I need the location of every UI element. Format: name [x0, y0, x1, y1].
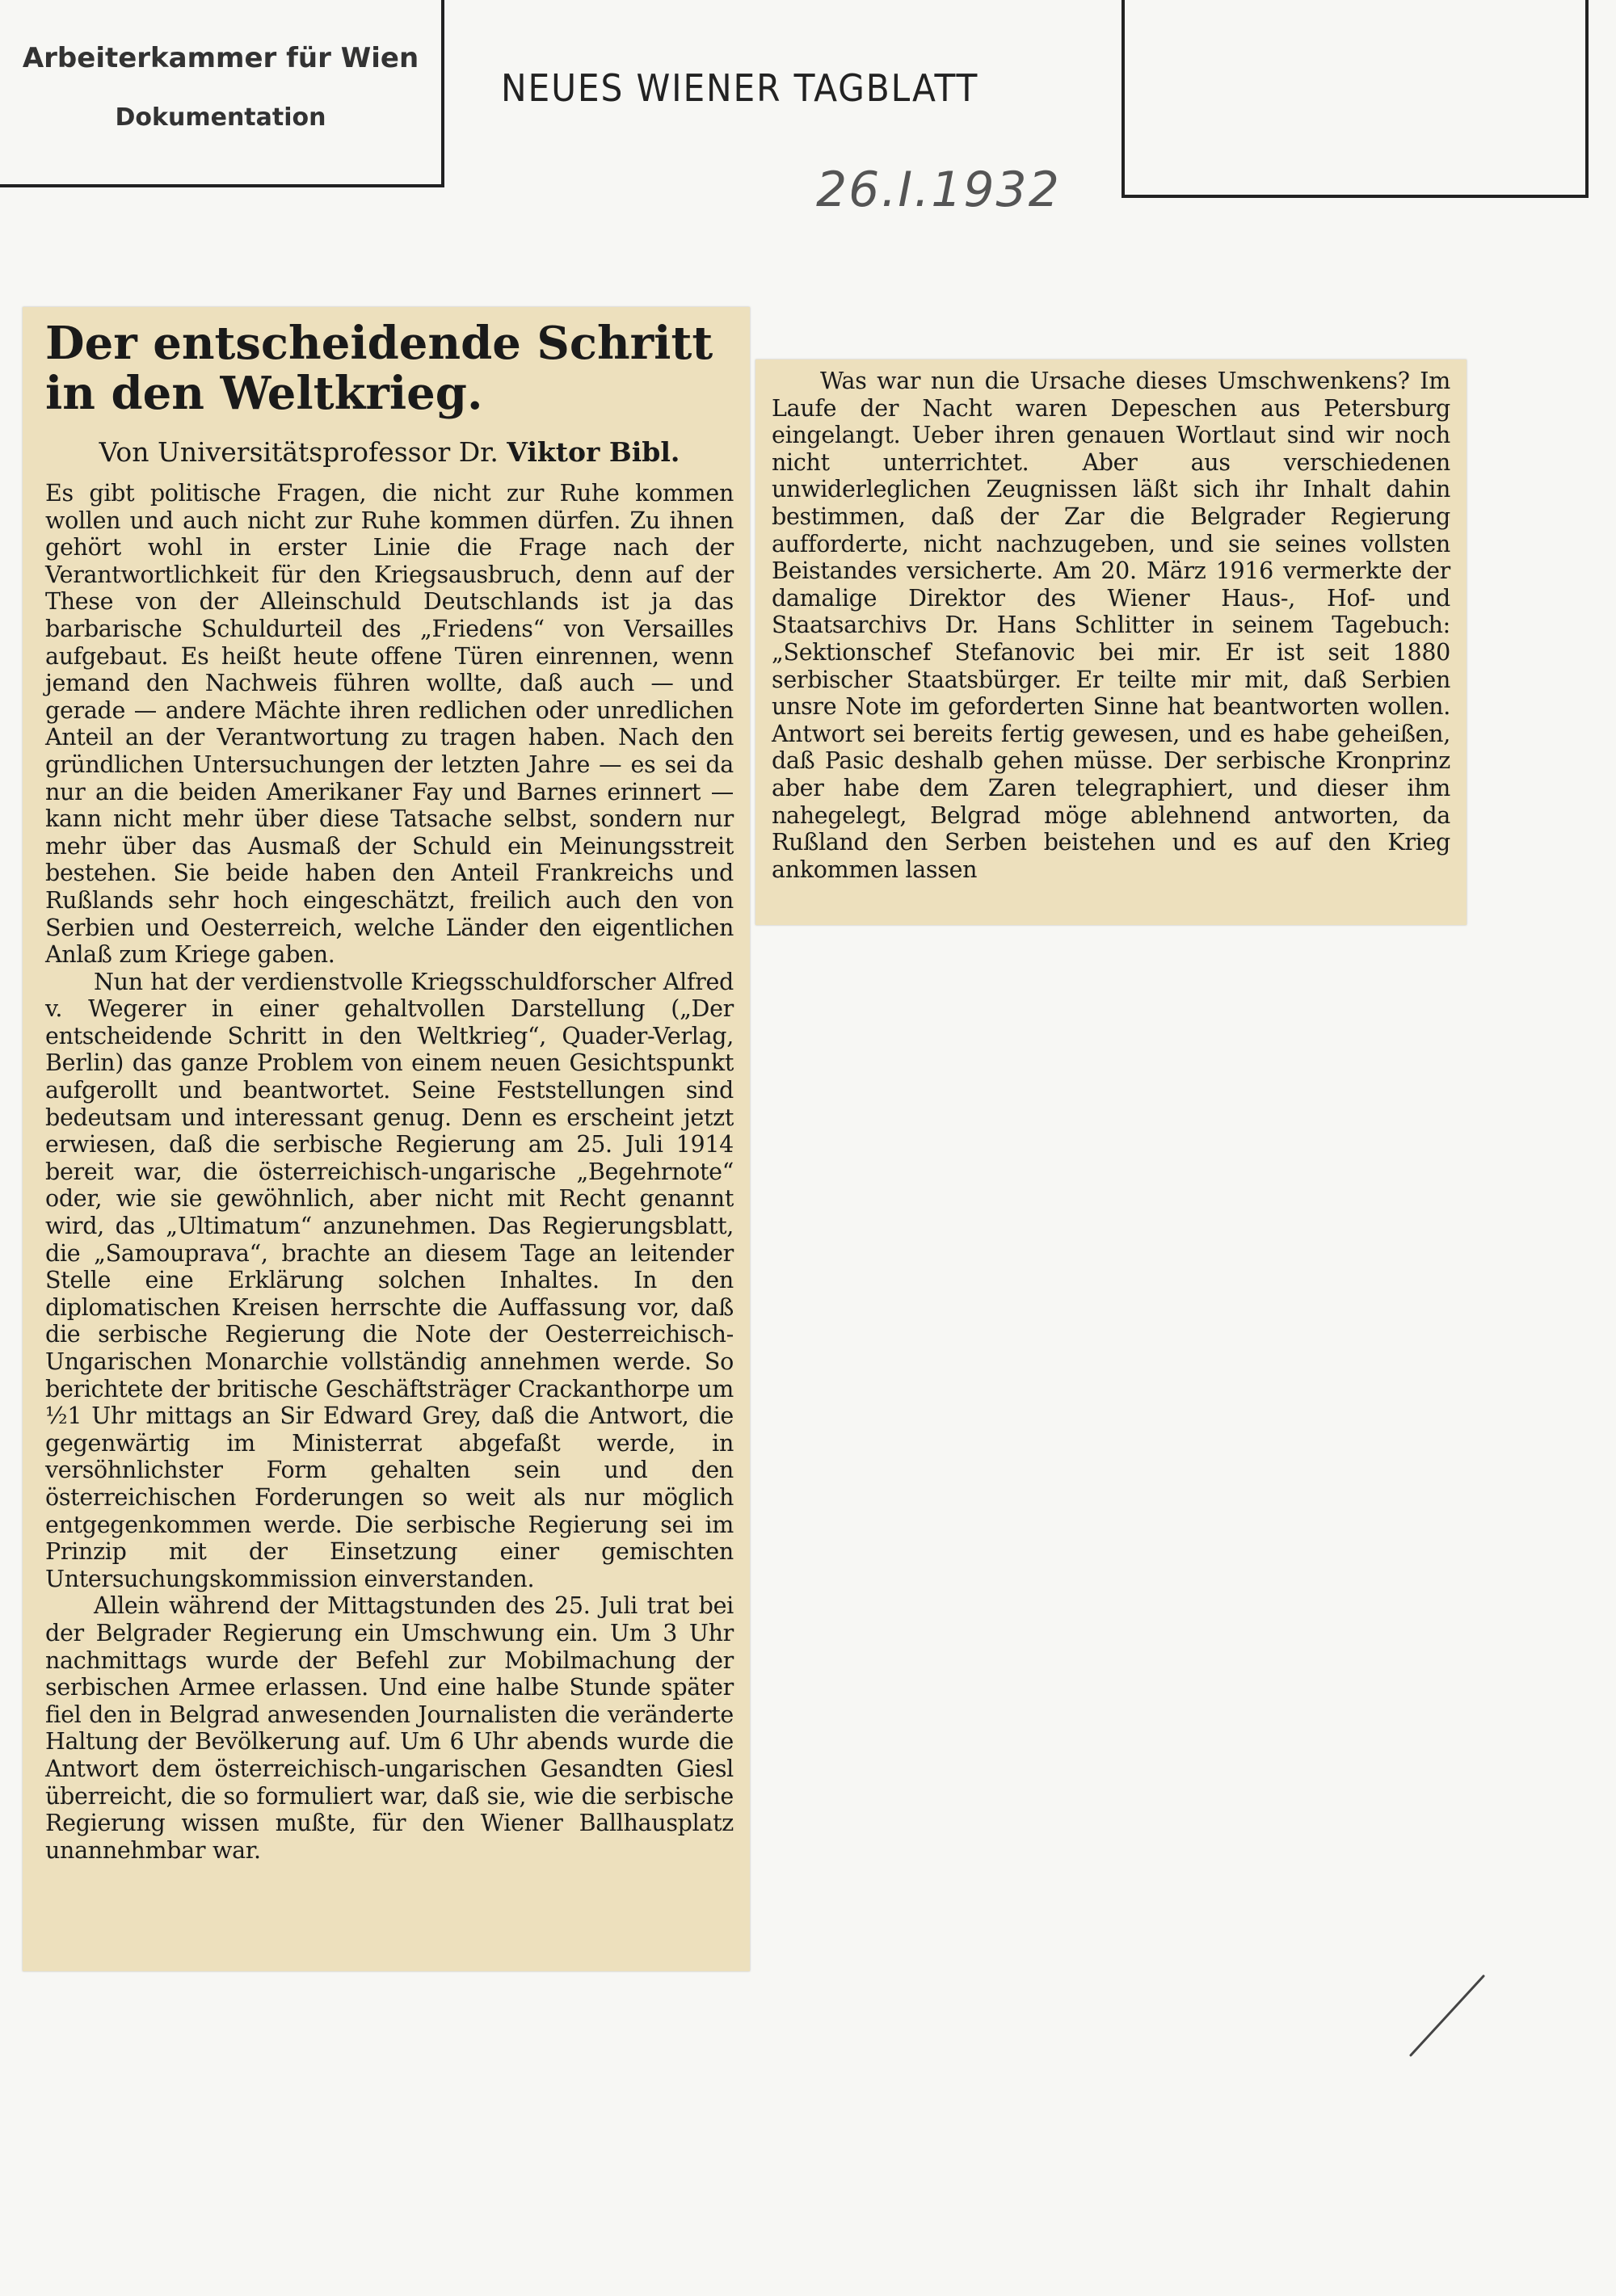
article-paragraph: Was war nun die Ursache dieses Umschwenkens? Im Laufe der Nacht waren Depeschen aus Petersburg eingelangt. Ueber ihren genauen Wortlaut sind wir noch nicht unterrichtet. Aber aus verschiedenen unwiderleglichen Zeugnissen läßt sich ihr Inhalt dahin bestimmen, daß der Zar die Belgrader Regierung aufforderte, nicht nachzugeben, und sie seines vollsten Beistandes versicherte. Am 20. März 1916 vermerkte der damalige Direktor des Wiener Haus-, Hof- und Staatsarchivs Dr. Hans Schlitter in seinem Tagebuch: „Sektionschef Stefanovic bei mir. Er ist seit 1880 serbischer Staatsbürger. Er teilte mir mit, daß Serbien unsre Note im geforderten Sinne hat beantworten wollen. Antwort sei bereits fertig gewesen, und es habe geheißen, daß Pasic deshalb gehen müsse. Der serbische Kronprinz aber habe dem Zaren telegraphiert, und dieser ihm nahegelegt, Belgrad möge ablehnend antworten, da Rußland den Serben beistehen und es auf den Krieg ankommen lassen [772, 368, 1450, 883]
pencil-tick-mark [1404, 1971, 1501, 2060]
newspaper-name: NEUES WIENER TAGBLATT [501, 66, 979, 110]
stamp-institution: Arbeiterkammer für Wien [22, 42, 419, 74]
article-title: Der entscheidende Schritt in den Weltkrieg. [45, 317, 713, 420]
article-paragraph: Allein während der Mittagstunden des 25. Juli trat bei der Belgrader Regierung ein Umschwung ein. Um 3 Uhr nachmittags wurde der Befehl zur Mobilmachung der serbischen Armee erlassen. Und eine halbe Stunde später fiel den in Belgrad anwesenden Journalisten die veränderte Haltung der Bevölkerung auf. Um 6 Uhr abends wurde die Antwort dem österreichisch-ungarischen Gesandten Giesl überreicht, die so formuliert war, daß sie, wie die serbische Regierung wissen mußte, für den Wiener Ballhausplatz unannehmbar war. [45, 1592, 734, 1864]
article-byline [45, 436, 734, 469]
article-clipping-right [755, 360, 1467, 925]
stamp-department: Dokumentation [115, 103, 326, 132]
empty-label-box [1122, 0, 1589, 198]
article-clipping-left [23, 307, 750, 1971]
archive-stamp [0, 0, 444, 187]
byline-prefix: Von Universitätsprofessor Dr. [99, 436, 507, 468]
handwritten-date: 26.I.1932 [816, 162, 1061, 218]
article-paragraph: Nun hat der verdienstvolle Kriegsschuldforscher Alfred v. Wegerer in einer gehaltvollen Darstellung („Der entscheidende Schritt in den Weltkrieg“, Quader-Verlag, Berlin) das ganze Problem von einem neuen Gesichtspunkt aufgerollt und beantwortet. Seine Feststellungen sind bedeutsam und interessant genug. Denn es erscheint jetzt erwiesen, daß die serbische Regierung am 25. Juli 1914 bereit war, die österreichisch-ungarische „Begehrnote“ oder, wie sie gewöhnlich, aber nicht mit Recht genannt wird, das „Ultimatum“ anzunehmen. Das Regierungsblatt, die „Samouprava“, brachte an diesem Tage an leitender Stelle eine Erklärung solchen Inhaltes. In den diplomatischen Kreisen herrschte die Auffassung vor, daß die serbische Regierung die Note der Oesterreichisch-Ungarischen Monarchie vollständig annehmen werde. So berichtete der britische Geschäftsträger Crackanthorpe um ½1 Uhr mittags an Sir Edward Grey, daß die Antwort, die gegenwärtig im Ministerrat abgefaßt werde, in versöhnlichster Form gehalten sein und den österreichischen Forderungen so weit als nur möglich entgegenkommen werde. Die serbische Regierung sei im Prinzip mit der Einsetzung einer gemischten Untersuchungskommission einverstanden. [45, 968, 734, 1592]
article-paragraph: Es gibt politische Fragen, die nicht zur Ruhe kommen wollen und auch nicht zur Ruhe kommen dürfen. Zu ihnen gehört wohl in erster Linie die Frage nach der Verantwortlichkeit für den Kriegsausbruch, denn auf der These von der Alleinschuld Deutschlands ist ja das barbarische Schuldurteil des „Friedens“ von Versailles aufgebaut. Es heißt heute offene Türen einrennen, wenn jemand den Nachweis führen wollte, daß auch — und gerade — andere Mächte ihren redlichen oder unredlichen Anteil an der Verantwortung zu tragen haben. Nach den gründlichen Untersuchungen der letzten Jahre — es sei da nur an die beiden Amerikaner Fay und Barnes erinnert — kann nicht mehr über diese Tatsache selbst, sondern nur mehr über das Ausmaß der Schuld ein Meinungsstreit bestehen. Sie beide haben den Anteil Frankreichs und Rußlands sehr hoch eingeschätzt, freilich auch den von Serbien und Oesterreich, welche Länder den eigentlichen Anlaß zum Kriege gaben. [45, 480, 734, 969]
byline-author: Viktor Bibl. [507, 436, 680, 468]
